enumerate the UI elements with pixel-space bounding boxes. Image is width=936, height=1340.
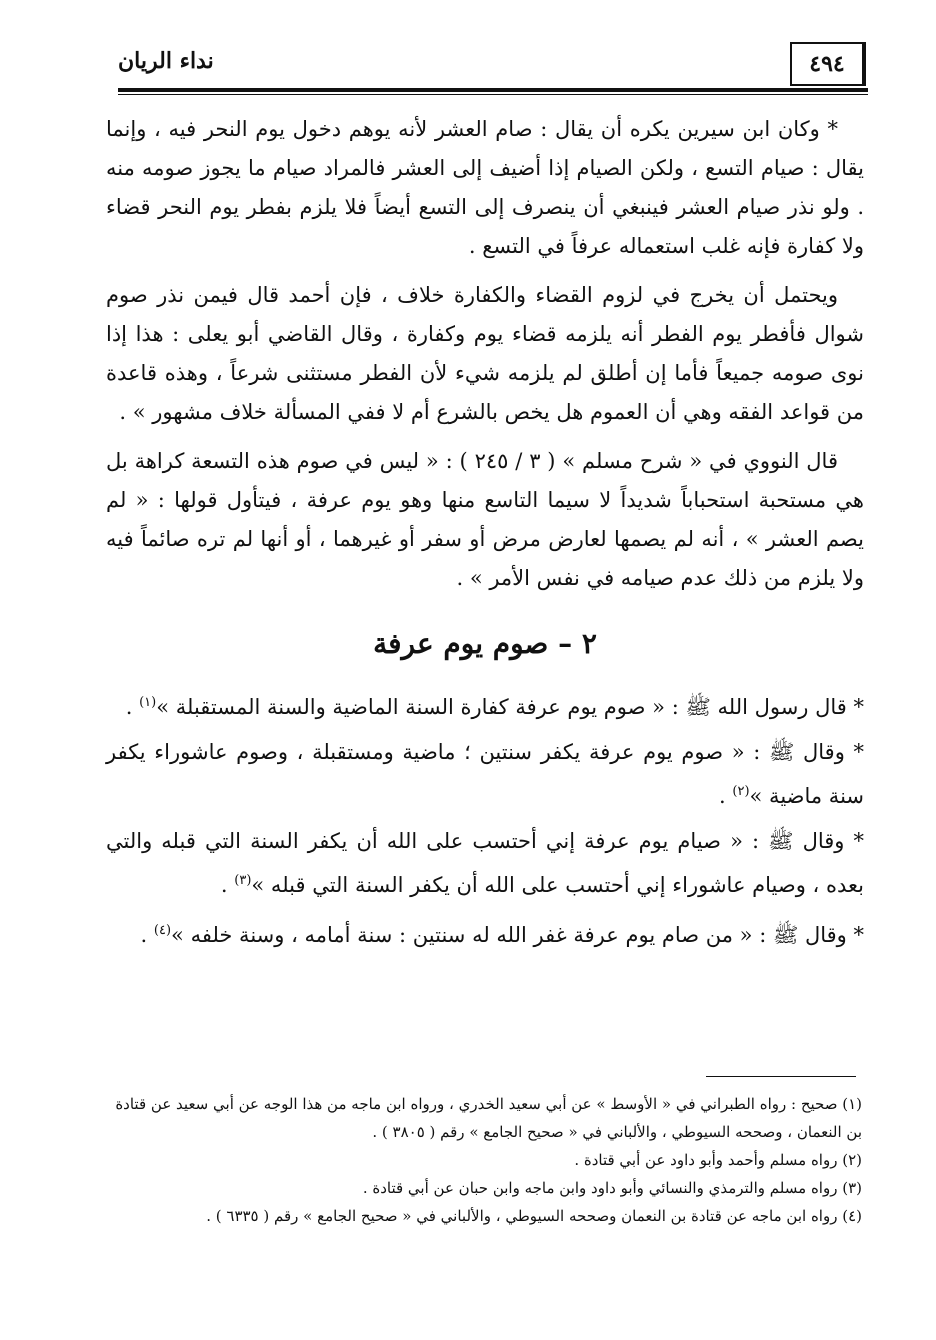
hadith-text: * قال رسول الله ﷺ : « صوم يوم عرفة كفارة السنة الماضية والسنة المستقبلة » xyxy=(156,695,864,719)
footnote: (٢) رواه مسلم وأحمد وأبو داود عن أبي قتادة . xyxy=(574,1151,862,1169)
footnote: (١) صحيح : رواه الطبراني في « الأوسط » عن أبي سعيد الخدري ، ورواه ابن ماجه من هذا الوجه عن أبي سعيد عن قتادة بن النعمان ، وصححه السيوطي ، والألباني في « صحيح الجامع » رقم ( ٣٨٠٥ ) . xyxy=(115,1095,862,1141)
paragraph: ويحتمل أن يخرج في لزوم القضاء والكفارة خلاف ، فإن أحمد قال فيمن نذر صوم شوال فأفطر يوم الفطر أنه يلزمه قضاء يوم وكفارة ، وقال القاضي أبو يعلى : هذا إذا نوى صومه جميعاً فأما إن أطلق لم يلزمه شيء لأن الفطر مستثنى شرعاً ، وهذه قاعدة من قواعد الفقه وهي أن العموم هل يخص بالشرع أم لا ففي المسألة خلاف مشهور » . xyxy=(106,283,864,424)
hadith-text: * وقال ﷺ : « من صام يوم عرفة غفر الله له سنتين : سنة أمامه ، وسنة خلفه » xyxy=(171,923,864,947)
hadith-end: . xyxy=(125,695,140,719)
paragraph: قال النووي في « شرح مسلم » ( ٣ / ٢٤٥ ) : « ليس في صوم هذه التسعة كراهة بل هي مستحبة استحباباً شديداً لا سيما التاسع منها وهو يوم عرفة ، فيتأول قولها : « لم يصم العشر » ، أنه لم يصمها لعارض مرض أو سفر أو غيرهما ، أو أنها لم تره صائماً فيه ولا يلزم من ذلك عدم صيامه في نفس الأمر » . xyxy=(106,449,864,590)
footnote: (٤) رواه ابن ماجه عن قتادة بن النعمان وصححه السيوطي ، والألباني في « صحيح الجامع » رقم ( ٦٣٣٥ ) . xyxy=(206,1207,862,1225)
hadith-text: * وقال ﷺ : « صوم يوم عرفة يكفر سنتين ؛ ماضية ومستقبلة ، وصوم عاشوراء يكفر سنة ماضية » xyxy=(106,740,864,808)
footnotes xyxy=(112,1090,862,1230)
hadith xyxy=(106,683,864,727)
section-heading: ٢ – صوم يوم عرفة xyxy=(373,627,597,660)
hadith xyxy=(106,733,864,816)
paragraph: * وكان ابن سيرين يكره أن يقال : صام العشر لأنه يوهم دخول يوم النحر فيه ، وإنما يقال : صيام التسع ، ولكن الصيام إذا أضيف إلى العشر فالمراد صيام ما يجوز صومه منه . ولو نذر صيام العشر فينبغي أن ينصرف إلى التسع أيضاً فلا يلزم بفطر يوم النحر قضاء ولا كفارة فإنه غلب استعماله عرفاً في التسع . xyxy=(106,117,864,258)
page-number: ٤٩٤ xyxy=(790,42,866,86)
hadith xyxy=(106,822,864,905)
hadith-end: . xyxy=(220,873,235,897)
footnote-ref: (٤) xyxy=(153,923,172,938)
footnote-ref: (٢) xyxy=(732,784,750,799)
footnote: (٣) رواه مسلم والترمذي والنسائي وأبو داود وابن ماجه وابن حبان عن أبي قتادة . xyxy=(362,1179,862,1197)
book-title: نداء الريان xyxy=(118,48,214,74)
hadith-end: . xyxy=(140,923,154,947)
hadith-end: . xyxy=(719,784,733,808)
footnote-ref: (١) xyxy=(139,695,157,710)
page-header xyxy=(118,40,866,86)
footnote-separator xyxy=(706,1076,856,1077)
main-text xyxy=(106,110,864,961)
hadith-text: * وقال ﷺ : « صيام يوم عرفة إني أحتسب على الله أن يكفر السنة التي قبله والتي بعده ، وصيام عاشوراء إني أحتسب على الله أن يكفر السنة التي قبله » xyxy=(106,829,864,897)
footnote-ref: (٣) xyxy=(234,873,252,888)
header-rule-thin xyxy=(118,94,868,95)
header-rule xyxy=(118,88,868,92)
hadith xyxy=(106,911,864,955)
